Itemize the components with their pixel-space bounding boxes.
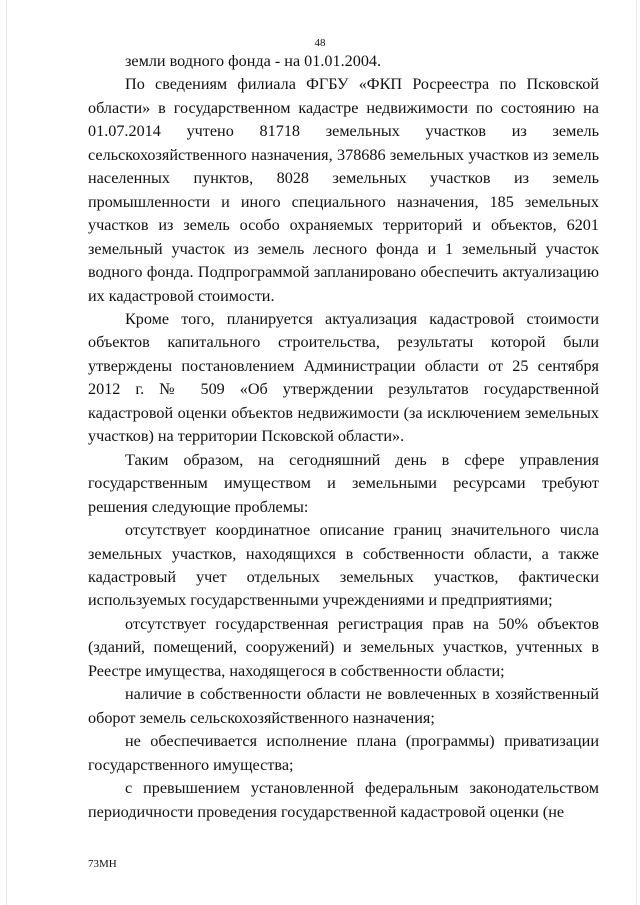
paragraph-problem-privatization: не обеспечивается исполнение плана (программы) приватизации государственного имущества; [88,732,599,774]
paragraph-problems-intro: Таким образом, на сегодняшний день в сфере управления государственным имуществом и земельными ресурсами требуют решения следующие проблемы: [88,450,599,516]
scan-edge-left [6,0,7,905]
paragraph-continuation: земли водного фонда - на 01.01.2004. [125,52,382,70]
paragraph-problem-coordinates: отсутствует координатное описание границ значительного числа земельных участков, находящихся в собственности области, а также кадастровый учет отдельных земельных участков, фактически используемых государственными учреждениями и предприятиями; [88,521,599,610]
scan-edge-right [636,0,637,905]
footer-document-code: 73МН [88,858,117,870]
paragraph-capital-construction: Кроме того, планируется актуализация кадастровой стоимости объектов капитального строительства, результаты которой были утверждены постановлением Администрации области от 25 сентября 2012 г. № 509 «Об утверждении результатов государственной кадастровой оценки объектов недвижимости (за исключением земельных участков) на территории Псковской области». [88,309,599,446]
paragraph-problem-valuation: с превышением установленной федеральным законодательством периодичности проведения государственной кадастровой оценки (не [88,779,599,821]
paragraph-problem-registration: отсутствует государственная регистрация прав на 50% объектов (зданий, помещений, сооружений) и земельных участков, учтенных в Реестре имущества, находящегося в собственности области; [88,614,599,680]
paragraph-problem-agricultural-land: наличие в собственности области не вовлеченных в хозяйственный оборот земель сельскохозяйственного назначения; [88,685,599,727]
paragraph-cadastre-stats: По сведениям филиала ФГБУ «ФКП Росреестра по Псковской области» в государственном кадастре недвижимости по состоянию на 01.07.2014 учтено 81718 земельных участков из земель сельскохозяйственного назначения, 378686 земельных участков из земель населенных пунктов, 8028 земельных участков из земель промышленности и иного специального назначения, 185 земельных участков из земель особо охраняемых территорий и объектов, 6201 земельный участок из земель лесного фонда и 1 земельный участок водного фонда. Подпрограммой запланировано обеспечить актуализацию их кадастровой стоимости. [88,75,599,305]
page-number: 48 [314,37,326,49]
document-body [88,50,599,824]
